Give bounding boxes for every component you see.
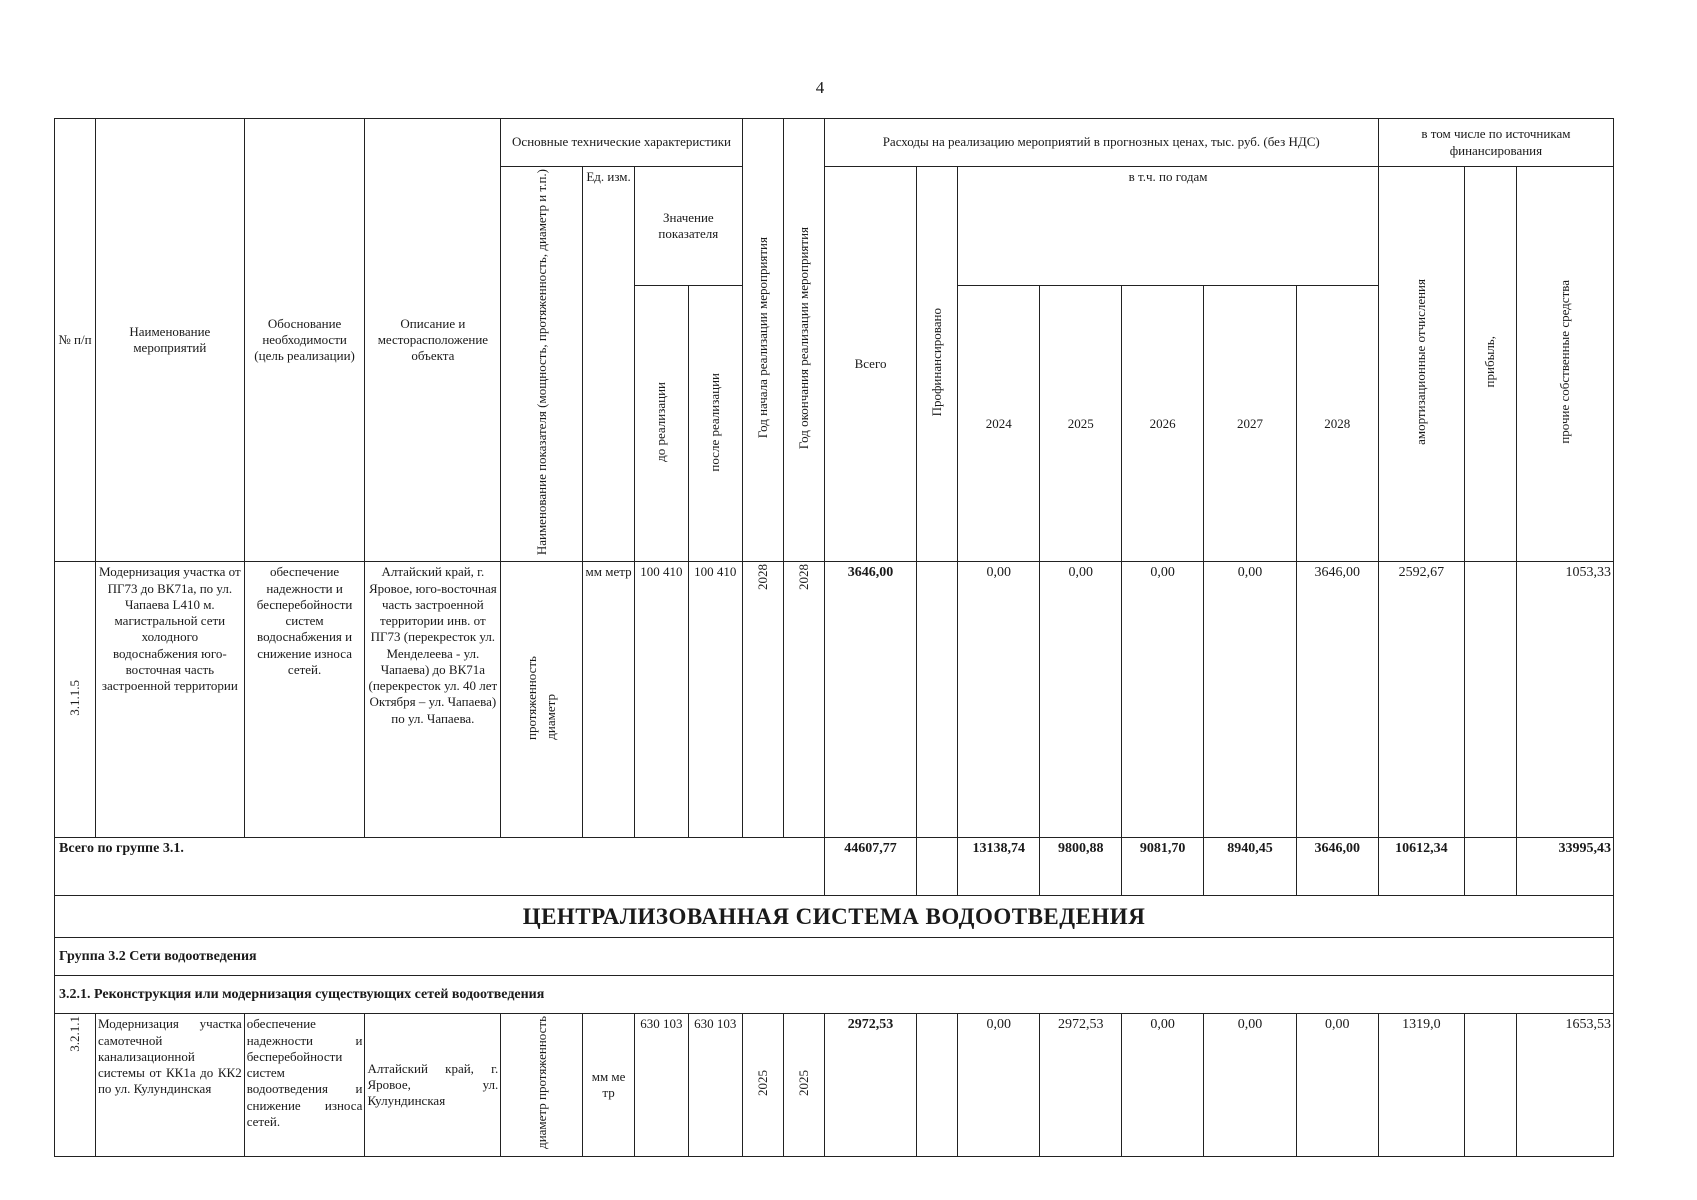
row-end-year: 2028 — [783, 562, 824, 838]
group-total-own: 33995,43 — [1516, 838, 1613, 896]
header-year-2027: 2027 — [1204, 286, 1297, 562]
group-total-2024: 13138,74 — [958, 838, 1040, 896]
header-indicator: Наименование показателя (мощность, протяженность, диаметр и т.п.) — [501, 167, 583, 562]
row-name: Модернизация участка от ПГ73 до ВК71а, по ул. Чапаева L410 м. магистральной сети холодного водоснабжения юго-восточная часть застроенной территории — [95, 562, 244, 838]
row-desc: Алтайский край, г. Яровое, ул. Кулундинская — [365, 1014, 501, 1156]
header-num: № п/п — [55, 119, 96, 562]
group-total-2028: 3646,00 — [1296, 838, 1378, 896]
row-2025: 2972,53 — [1040, 1014, 1122, 1156]
table-row — [55, 1014, 1614, 1156]
row-financed — [917, 562, 958, 838]
row-reason: обеспечение надежности и бесперебойности систем водоотведения и снижение износа сетей. — [244, 1014, 365, 1156]
row-2027: 0,00 — [1204, 1014, 1297, 1156]
header-desc: Описание и месторасположение объекта — [365, 119, 501, 562]
row-own: 1653,53 — [1516, 1014, 1613, 1156]
header-before: до реализации — [634, 286, 688, 562]
page-number: 4 — [815, 78, 825, 97]
group-total-financed — [917, 838, 958, 896]
row-start-year: 2028 — [742, 562, 783, 838]
investment-program-table — [54, 118, 1614, 1157]
header-amort: амортизационные отчисления — [1378, 167, 1464, 562]
header-year-2024: 2024 — [958, 286, 1040, 562]
row-2026: 0,00 — [1122, 1014, 1204, 1156]
header-year-2028: 2028 — [1296, 286, 1378, 562]
row-amort: 2592,67 — [1378, 562, 1464, 838]
group-total-2026: 9081,70 — [1122, 838, 1204, 896]
row-indicator: протяженность диаметр — [501, 562, 583, 838]
row-unit: мм метр — [583, 562, 635, 838]
group-heading: Группа 3.2 Сети водоотведения — [55, 938, 1614, 976]
row-2026: 0,00 — [1122, 562, 1204, 838]
row-desc: Алтайский край, г. Яровое, юго-восточная часть застроенной территории инв. от ПГ73 (перекресток ул. Менделеева - ул. Чапаева) до ВК71а (перекресток ул. 40 лет Октября – ул. Чапаева) по ул. Чапаева. — [365, 562, 501, 838]
row-indicator: диаметр протяженность — [501, 1014, 583, 1156]
header-value-group: Значение показателя — [634, 167, 742, 286]
row-before: 630 103 — [634, 1014, 688, 1156]
header-after: после реализации — [688, 286, 742, 562]
row-2027: 0,00 — [1204, 562, 1297, 838]
header-profit: прибыль, — [1465, 167, 1517, 562]
row-after: 100 410 — [688, 562, 742, 838]
header-total: Всего — [824, 167, 917, 562]
group-total-2025: 9800,88 — [1040, 838, 1122, 896]
row-start-year: 2025 — [742, 1014, 783, 1156]
row-name: Модернизация участка самотечной канализационной системы от КК1а до КК2 по ул. Кулундинская — [95, 1014, 244, 1156]
row-2024: 0,00 — [958, 562, 1040, 838]
header-own: прочие собственные средства — [1516, 167, 1613, 562]
group-total-label: Всего по группе 3.1. — [55, 838, 825, 896]
row-number: 3.2.1.1 — [55, 1014, 96, 1156]
row-unit: мм ме тр — [583, 1014, 635, 1156]
row-total: 3646,00 — [824, 562, 917, 838]
header-sources-group: в том числе по источникам финансирования — [1378, 119, 1613, 167]
row-amort: 1319,0 — [1378, 1014, 1464, 1156]
row-end-year: 2025 — [783, 1014, 824, 1156]
row-before: 100 410 — [634, 562, 688, 838]
header-tech-group: Основные технические характеристики — [501, 119, 742, 167]
row-2028: 3646,00 — [1296, 562, 1378, 838]
row-after: 630 103 — [688, 1014, 742, 1156]
table-row — [55, 562, 1614, 838]
header-reason: Обоснование необходимости (цель реализации) — [244, 119, 365, 562]
header-financed: Профинансировано — [917, 167, 958, 562]
row-2024: 0,00 — [958, 1014, 1040, 1156]
row-reason: обеспечение надежности и бесперебойности систем водоснабжения и снижение износа сетей. — [244, 562, 365, 838]
section-heading: ЦЕНТРАЛИЗОВАННАЯ СИСТЕМА ВОДООТВЕДЕНИЯ — [55, 896, 1614, 938]
row-number: 3.1.1.5 — [55, 562, 96, 838]
group-total-amort: 10612,34 — [1378, 838, 1464, 896]
header-year-2026: 2026 — [1122, 286, 1204, 562]
header-unit: Ед. изм. — [583, 167, 635, 562]
row-own: 1053,33 — [1516, 562, 1613, 838]
group-total-2027: 8940,45 — [1204, 838, 1297, 896]
row-financed — [917, 1014, 958, 1156]
row-2028: 0,00 — [1296, 1014, 1378, 1156]
subgroup-heading: 3.2.1. Реконструкция или модернизация существующих сетей водоотведения — [55, 976, 1614, 1014]
row-profit — [1465, 1014, 1517, 1156]
row-profit — [1465, 562, 1517, 838]
group-total-profit — [1465, 838, 1517, 896]
row-total: 2972,53 — [824, 1014, 917, 1156]
group-total-row — [55, 838, 1614, 896]
header-name: Наименование мероприятий — [95, 119, 244, 562]
header-year-2025: 2025 — [1040, 286, 1122, 562]
header-start-year: Год начала реализации мероприятия — [742, 119, 783, 562]
group-total-sum: 44607,77 — [824, 838, 917, 896]
header-years-group: в т.ч. по годам — [958, 167, 1378, 286]
header-end-year: Год окончания реализации мероприятия — [783, 119, 824, 562]
header-costs-group: Расходы на реализацию мероприятий в прогнозных ценах, тыс. руб. (без НДС) — [824, 119, 1378, 167]
row-2025: 0,00 — [1040, 562, 1122, 838]
